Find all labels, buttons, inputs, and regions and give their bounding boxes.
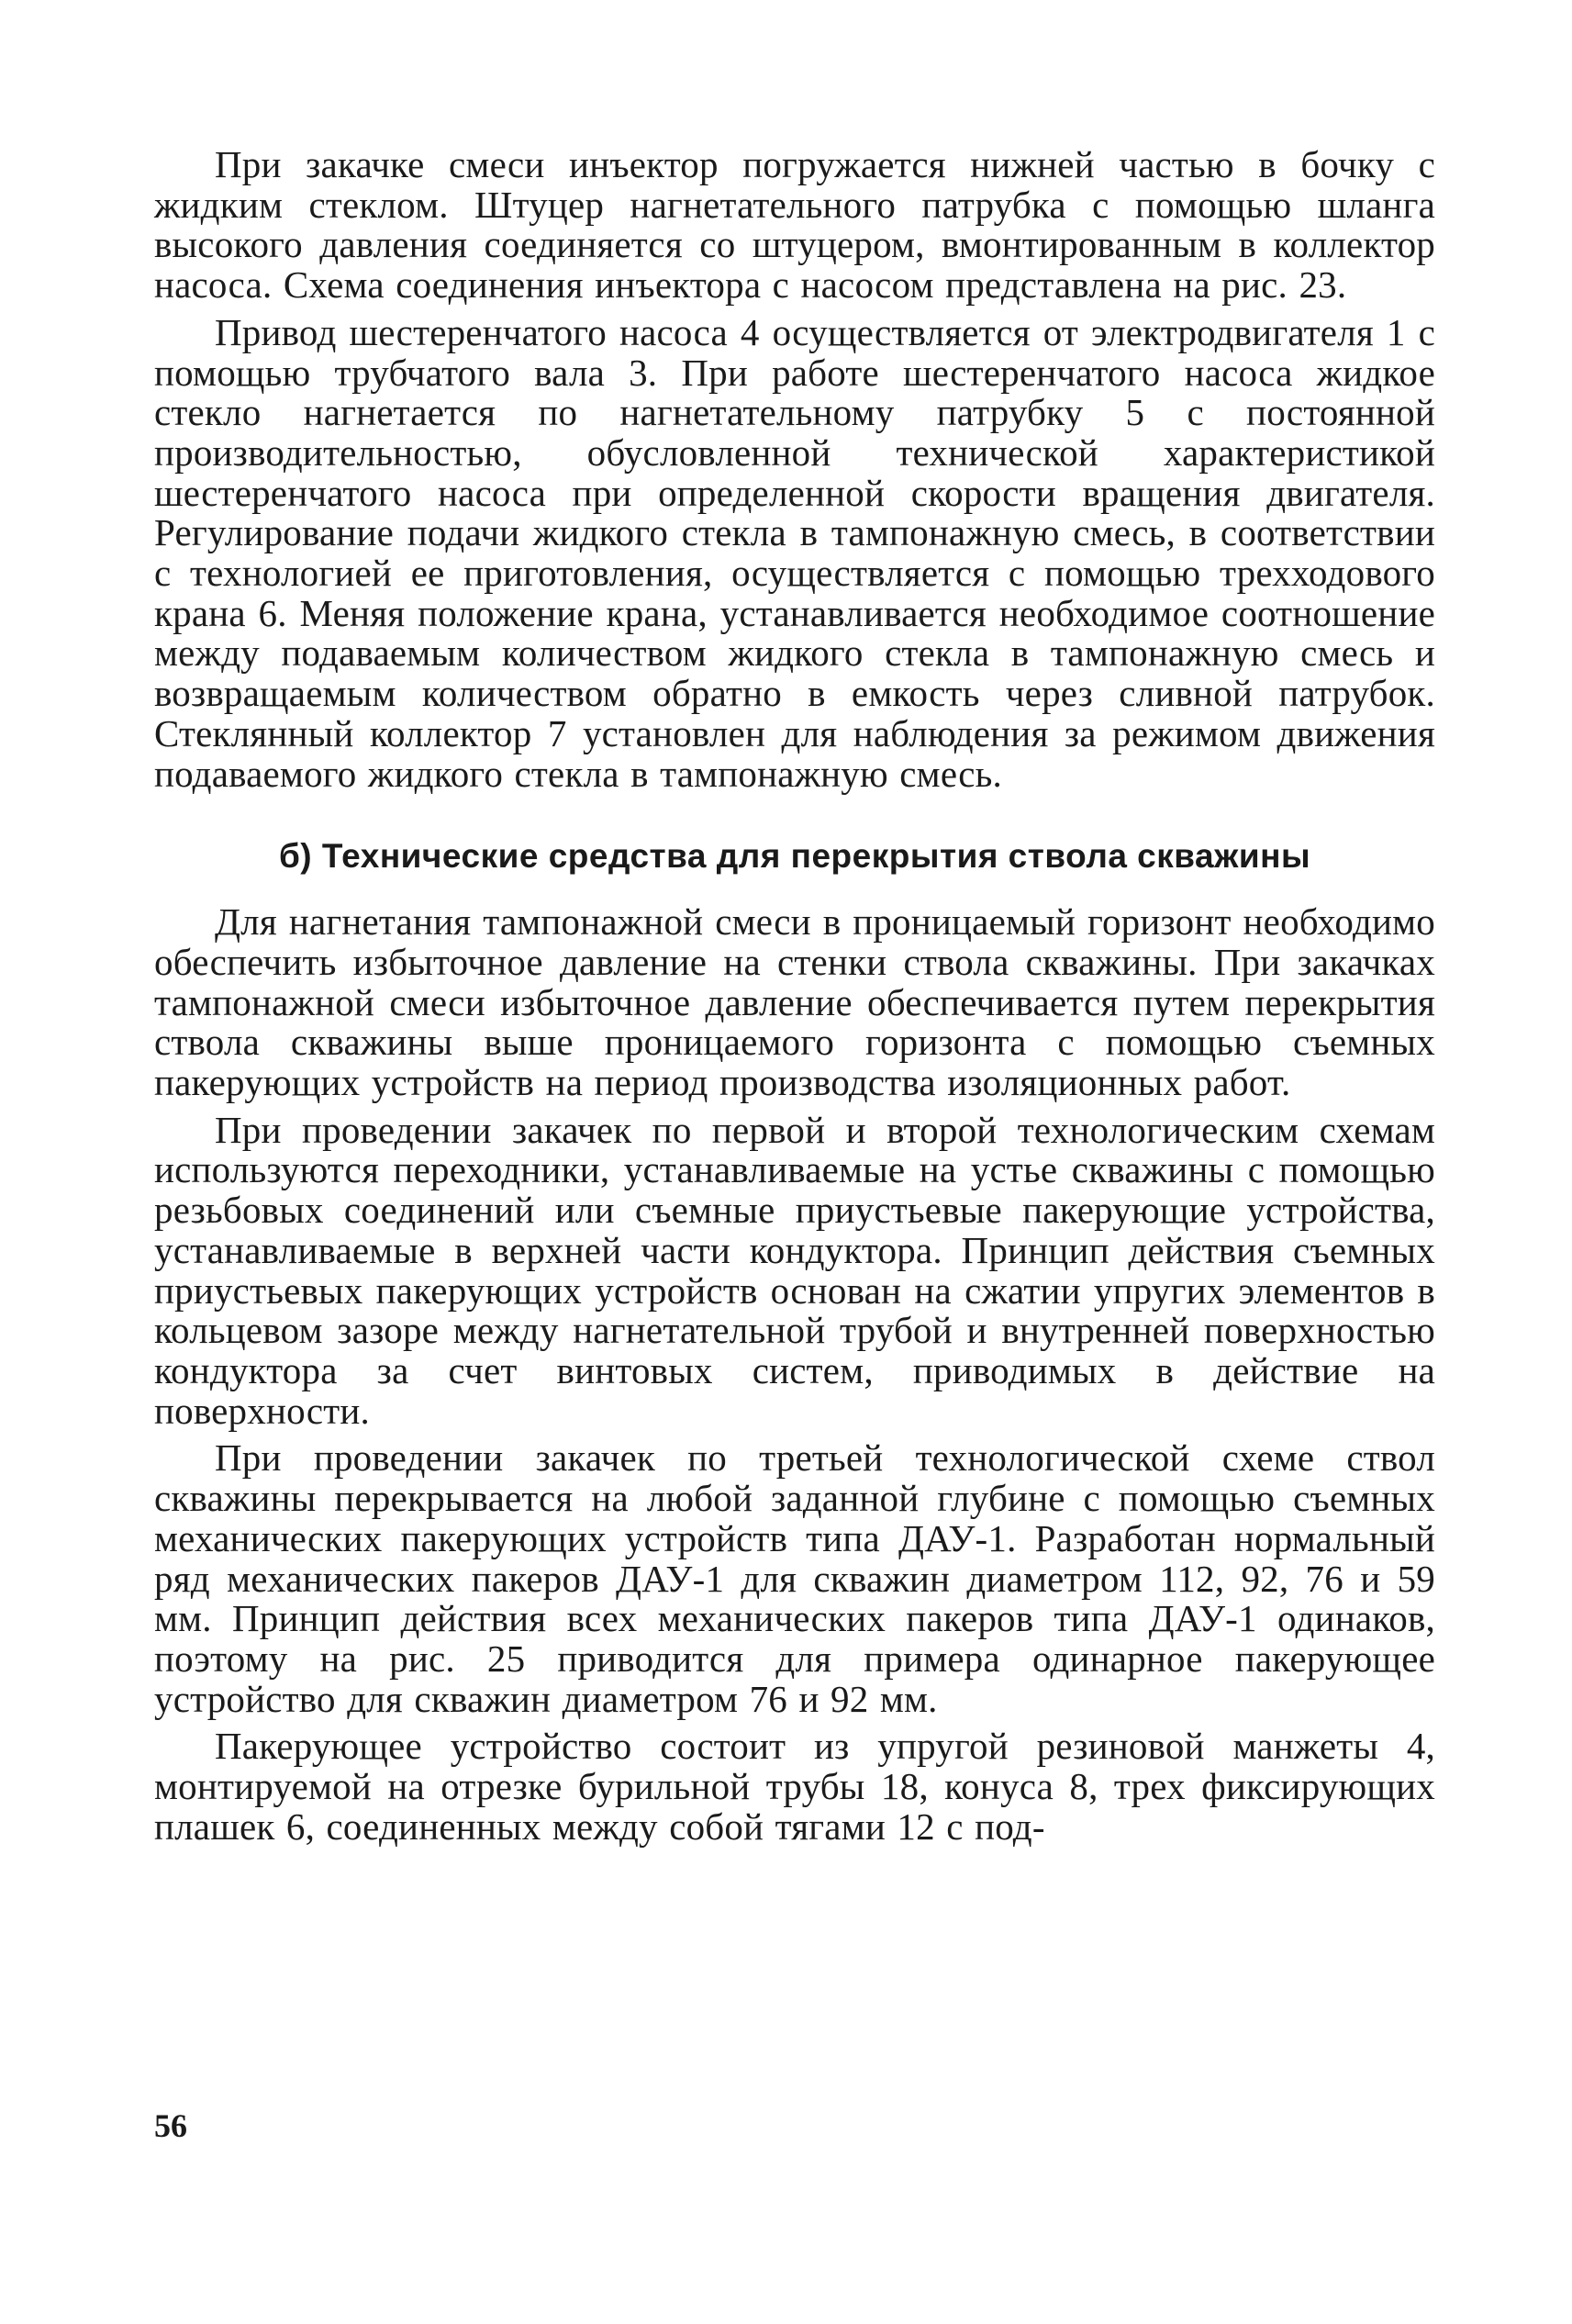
paragraph-adapters-packers: При проведении закачек по первой и второй технологическим схемам используются переходники, устанавливаемые на устье скважины с помощью резьбовых соединений или съемные приустьевые пакерующие устройства, устанавливаемые в верхней части кондуктора. Принцип действия съемных приустьевых пакерующих устройств основан на сжатии упругих элементов в кольцевом зазоре между нагнетательной трубой и внутренней поверхностью кондуктора за счет винтовых систем, приводимых в действие на поверхности. [154, 1108, 1435, 1432]
paragraph-dau-packers: При проведении закачек по третьей технологической схеме ствол скважины перекрывается на любой заданной глубине с помощью съемных механических пакерующих устройств типа ДАУ-1. Разработан нормальный ряд механических пакеров ДАУ-1 для скважин диаметром 112, 92, 76 и 59 мм. Принцип действия всех механических пакеров типа ДАУ-1 одинаков, поэтому на рис. 25 приводится для примера одинарное пакерующее устройство для скважин диаметром 76 и 92 мм. [154, 1436, 1435, 1720]
paragraph-packer-design: Пакерующее устройство состоит из упругой резиновой манжеты 4, монтируемой на отрезке бурильной трубы 18, конуса 8, трех фиксирующих плашек 6, соединенных между собой тягами 12 с под- [154, 1725, 1435, 1848]
section-heading: б) Технические средства для перекрытия ствола скважины [278, 837, 1311, 876]
page-number: 56 [154, 2107, 187, 2144]
paragraph-excess-pressure: Для нагнетания тампонажной смеси в проницаемый горизонт необходимо обеспечить избыточное давление на стенки ствола скважины. При закачках тампонажной смеси избыточное давление обеспечивается путем перекрытия ствола скважины выше проницаемого горизонта с помощью съемных пакерующих устройств на период производства изоляционных работ. [154, 900, 1435, 1104]
paragraph-injector-connection: При закачке смеси инъектор погружается нижней частью в бочку с жидким стеклом. Штуцер нагнетательного патрубка с помощью шланга высокого давления соединяется со штуцером, вмонтированным в коллектор насоса. Схема соединения инъектора с насосом представлена на рис. 23. [154, 143, 1435, 307]
body-text [154, 145, 1435, 1854]
paragraph-gear-pump-drive: Привод шестеренчатого насоса 4 осуществляется от электродвигателя 1 с помощью трубчатого вала 3. При работе шестеренчатого насоса жидкое стекло нагнетается по нагнетательному патрубку 5 с постоянной производительностью, обусловленной технической характеристикой шестеренчатого насоса при определенной скорости вращения двигателя. Регулирование подачи жидкого стекла в тампонажную смесь, в соответствии с технологией ее приготовления, осуществляется с помощью трехходового крана 6. Меняя положение крана, устанавливается необходимое соотношение между подаваемым количеством жидкого стекла в тампонажную смесь и возвращаемым количеством обратно в емкость через сливной патрубок. Стеклянный коллектор 7 установлен для наблюдения за режимом движения подаваемого жидкого стекла в тампонажную смесь. [154, 310, 1435, 795]
